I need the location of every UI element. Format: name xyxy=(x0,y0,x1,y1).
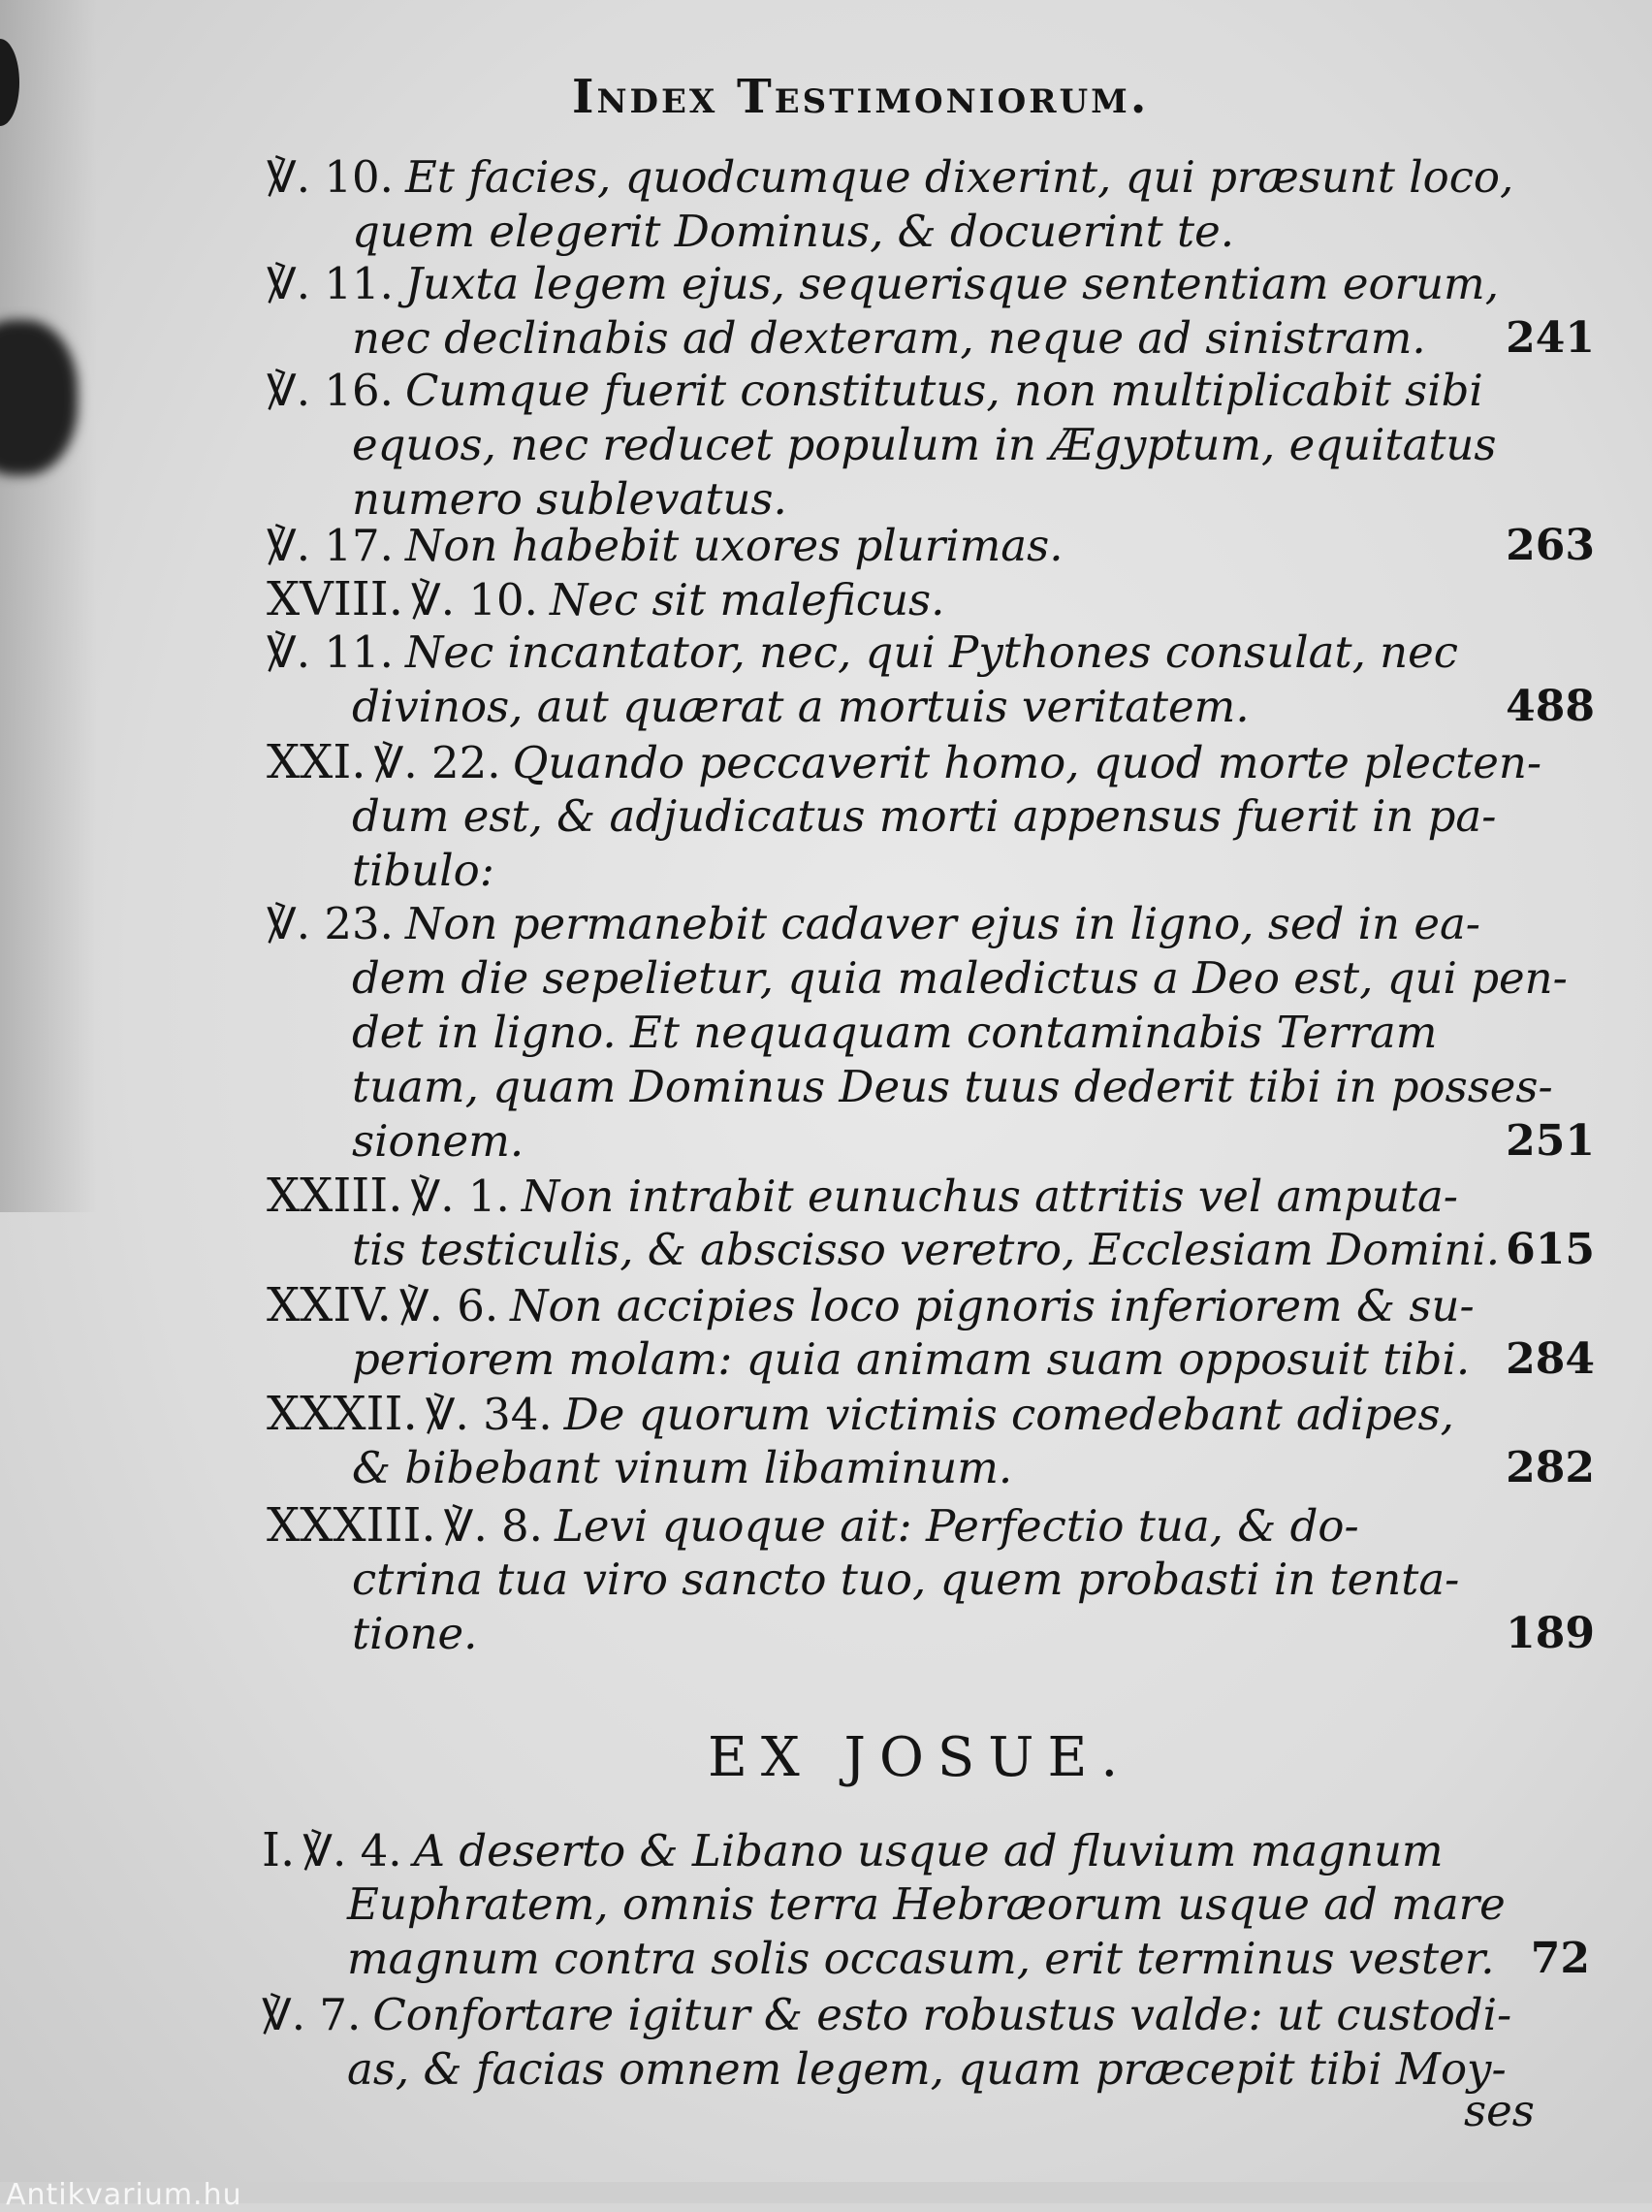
entry-text: numero sublevatus. xyxy=(352,473,787,525)
entry-text: Euphratem, omnis terra Hebræorum usque ad mare xyxy=(347,1878,1506,1930)
entry-line xyxy=(267,150,1514,205)
chapter-number: XVIII. xyxy=(267,572,403,626)
entry-text: magnum contra solis occasum, erit terminus vester. xyxy=(347,1933,1495,1984)
entry-text: tione. xyxy=(352,1608,478,1659)
entry-text: equos, nec reducet populum in Ægyptum, equitatus xyxy=(352,419,1497,470)
entry-line xyxy=(267,1278,1488,1332)
entry-text: Nec sit maleficus. xyxy=(549,574,945,625)
entry-text: Non permanebit cadaver ejus in ligno, sed in ea- xyxy=(404,898,1480,949)
verse-reference: ℣. 16. xyxy=(267,365,394,416)
entry-line xyxy=(267,1223,1501,1277)
entry-line xyxy=(262,1988,1512,2042)
entry-text: Levi quoque ait: Perfectio tua, & do- xyxy=(554,1500,1359,1552)
entry-line xyxy=(267,844,1488,898)
index-entry xyxy=(267,1169,1595,1277)
chapter-number: I. xyxy=(262,1823,296,1877)
page-header: Index Testimoniorum. xyxy=(572,70,1150,124)
watermark-bar xyxy=(0,2182,1652,2203)
entry-line xyxy=(267,1387,1488,1441)
entry-line xyxy=(267,1006,1488,1060)
verse-reference: ℣. 11. xyxy=(267,626,394,678)
entry-text: tibulo: xyxy=(352,845,494,896)
chapter-number: XXI. xyxy=(267,735,366,789)
index-entry xyxy=(267,735,1542,898)
entry-line xyxy=(267,311,1488,366)
catchword: ses xyxy=(1464,2085,1535,2136)
entry-line xyxy=(267,418,1497,472)
entry-text: Quando peccaverit homo, quod morte plecten- xyxy=(512,737,1542,788)
index-entry xyxy=(267,897,1595,1169)
entry-line xyxy=(267,572,1488,626)
index-entry xyxy=(267,364,1497,527)
entry-line xyxy=(267,680,1488,734)
entry-text: & bibebant vinum libaminum. xyxy=(352,1442,1013,1493)
entry-line xyxy=(267,625,1488,680)
entry-text: Et facies, quodcumque dixerint, qui præsunt loco, xyxy=(404,151,1514,203)
entry-line xyxy=(262,1823,1483,1877)
watermark: Antikvarium.hu xyxy=(6,2178,242,2212)
entry-line xyxy=(267,1060,1553,1114)
verse-reference: ℣. 17. xyxy=(267,520,394,571)
entry-text: Non habebit uxores plurimas. xyxy=(404,520,1064,571)
page-number: 241 xyxy=(1506,313,1595,363)
entry-line xyxy=(267,897,1488,951)
verse-reference: ℣. 1. xyxy=(410,1170,510,1222)
entry-line xyxy=(267,1169,1488,1223)
entry-text: Nec incantator, nec, qui Pythones consulat, nec xyxy=(404,626,1458,678)
verse-reference: ℣. 23. xyxy=(267,898,394,949)
josue-entry xyxy=(262,1823,1590,1986)
verse-reference: ℣. 6. xyxy=(398,1280,499,1331)
page-number: 72 xyxy=(1530,1934,1590,1983)
entry-text: det in ligno. Et nequaquam contaminabis Terram xyxy=(352,1007,1438,1058)
index-entry xyxy=(267,1387,1595,1495)
index-entry xyxy=(267,257,1595,366)
verse-reference: ℣. 7. xyxy=(262,1989,362,2040)
entry-text: dem die sepelietur, quia maledictus a Deo est, qui pen- xyxy=(352,952,1568,1004)
chapter-number: XXIV. xyxy=(267,1278,392,1332)
page-number: 282 xyxy=(1506,1443,1595,1492)
entry-line xyxy=(267,1332,1488,1387)
entry-text: Cumque fuerit constitutus, non multiplicabit sibi xyxy=(404,365,1483,416)
entry-text: A deserto & Libano usque ad fluvium magnum xyxy=(413,1825,1444,1876)
entry-text: tuam, quam Dominus Deus tuus dederit tibi in posses- xyxy=(352,1061,1553,1112)
index-entry xyxy=(267,1498,1595,1661)
entry-line xyxy=(267,1498,1488,1553)
verse-reference: ℣. 10. xyxy=(410,574,538,625)
entry-text: quem elegerit Dominus, & docuerint te. xyxy=(352,206,1235,257)
entry-text: as, & facias omnem legem, quam præcepit tibi Moy- xyxy=(347,2043,1507,2095)
verse-reference: ℣. 4. xyxy=(302,1825,402,1876)
index-entry xyxy=(267,625,1595,734)
entry-text: divinos, aut quærat a mortuis veritatem. xyxy=(352,681,1250,732)
chapter-number: XXIII. xyxy=(267,1169,403,1223)
entry-line xyxy=(267,1114,1488,1169)
entry-line xyxy=(262,2042,1507,2097)
verse-reference: ℣. 8. xyxy=(443,1500,543,1552)
verse-reference: ℣. 11. xyxy=(267,258,394,309)
page-shadow xyxy=(0,0,97,1212)
entry-text: dum est, & adjudicatus morti appensus fuerit in pa- xyxy=(352,790,1497,842)
page-number: 284 xyxy=(1506,1334,1595,1384)
entry-line xyxy=(267,735,1542,789)
entry-text: Confortare igitur & esto robustus valde: ut custodi- xyxy=(372,1989,1512,2040)
verse-reference: ℣. 34. xyxy=(425,1389,553,1440)
entry-line xyxy=(267,789,1497,844)
entry-line xyxy=(267,1607,1488,1661)
entry-line xyxy=(267,257,1500,311)
page-number: 263 xyxy=(1506,521,1595,570)
entry-text: Juxta legem ejus, sequerisque sententiam eorum, xyxy=(404,258,1500,309)
verse-reference: ℣. 22. xyxy=(373,737,501,788)
index-entry xyxy=(267,519,1595,573)
entry-text: periorem molam: quia animam suam opposuit tibi. xyxy=(352,1333,1471,1385)
entry-text: De quorum victimis comedebant adipes, xyxy=(563,1389,1454,1440)
entry-text: ctrina tua viro sancto tuo, quem probasti in tenta- xyxy=(352,1554,1460,1605)
verse-reference: ℣. 10. xyxy=(267,151,394,203)
entry-line xyxy=(267,1553,1488,1607)
page-number: 488 xyxy=(1506,682,1595,731)
index-entry xyxy=(267,150,1514,259)
chapter-number: XXXII. xyxy=(267,1387,418,1441)
entry-line xyxy=(262,1877,1506,1932)
josue-entry xyxy=(262,1988,1512,2097)
page-number: 189 xyxy=(1506,1609,1595,1658)
entry-line xyxy=(267,364,1488,418)
index-entry xyxy=(267,572,1488,626)
chapter-number: XXXIII. xyxy=(267,1498,436,1553)
entry-line xyxy=(267,519,1488,573)
entry-line xyxy=(262,1932,1495,1986)
entry-text: Non intrabit eunuchus attritis vel amputa- xyxy=(521,1170,1459,1222)
entry-text: Non accipies loco pignoris inferiorem & su- xyxy=(510,1280,1475,1331)
section-title: EX JOSUE. xyxy=(708,1726,1132,1789)
entry-line xyxy=(267,1441,1488,1495)
page-number: 251 xyxy=(1506,1116,1595,1166)
page-number: 615 xyxy=(1506,1225,1595,1274)
entry-text: tis testiculis, & abscisso veretro, Ecclesiam Domini. xyxy=(352,1224,1501,1275)
entry-text: sionem. xyxy=(352,1115,524,1167)
entry-line xyxy=(267,951,1568,1006)
entry-text: nec declinabis ad dexteram, neque ad sinistram. xyxy=(352,312,1426,364)
index-entry xyxy=(267,1278,1595,1387)
entry-line xyxy=(267,205,1488,259)
